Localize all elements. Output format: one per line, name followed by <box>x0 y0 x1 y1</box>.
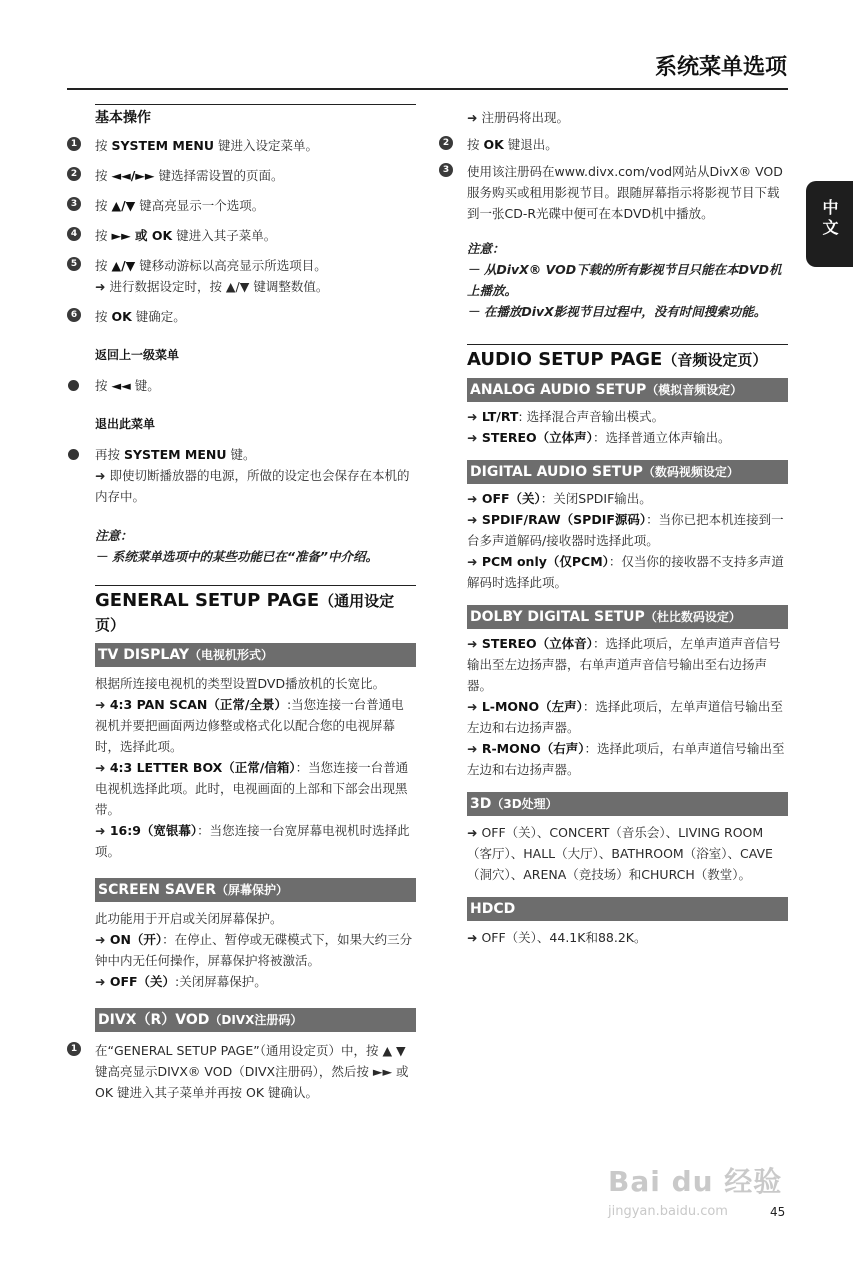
dolby-opt-rmono: ➜ R-MONO（右声）：选择此项后，右单声道信号输出至左边和右边扬声器。 <box>467 741 785 777</box>
analog-audio-bar: ANALOG AUDIO SETUP（模拟音频设定） <box>467 378 788 402</box>
note-line-2: － 在播放DivX影视节目过程中，没有时间搜索功能。 <box>467 304 767 319</box>
step-2: 2 按 ◄◄/►► 键选择需设置的页面。 <box>95 165 416 186</box>
digital-opt-off: ➜ OFF（关）：关闭SPDIF输出。 <box>467 491 652 506</box>
digital-opt-spdif: ➜ SPDIF/RAW（SPDIF源码）：当你已把本机连接到一台多声道解码/接收器时选择此项。 <box>467 512 784 548</box>
step-number: 2 <box>439 136 453 150</box>
bullet-dot <box>68 380 79 391</box>
divx-bar: DIVX（R）VOD（DIVX注册码） <box>95 1008 416 1032</box>
step-number: 4 <box>67 227 81 241</box>
header-rule <box>67 88 788 90</box>
basic-ops-heading: 基本操作 <box>95 110 151 126</box>
tv-opt-pan-scan: ➜ 4:3 PAN SCAN（正常/全景）:当您连接一台普通电视机并要把画面两边修整或格式化以配合您的电视屏幕时，选择此项。 <box>95 697 404 754</box>
step-5-sub: ➜ 进行数据设定时，按 ▲/▼ 键调整数值。 <box>95 279 329 294</box>
step-5: 5 按 ▲/▼ 键移动游标以高亮显示所选项目。 ➜ 进行数据设定时，按 ▲/▼ 键调整数值。 <box>95 255 416 297</box>
hdcd-bar: HDCD <box>467 897 788 921</box>
divx-step-1: 1 在“GENERAL SETUP PAGE”（通用设定页）中，按 ▲ ▼ 键高亮显示DIVX® VOD（DIVX注册码），然后按 ►► 或 OK 键进入其子菜单并再按 OK 键确认。 <box>95 1040 416 1103</box>
note-line-1: － 从DivX® VOD下载的所有影视节目只能在本DVD机上播放。 <box>467 262 782 298</box>
section-rule <box>95 104 416 105</box>
ss-opt-on: ➜ ON（开）：在停止、暂停或无碟模式下，如果大约三分钟中内无任何操作，屏幕保护将被激活。 <box>95 932 413 968</box>
step-number: 1 <box>67 137 81 151</box>
return-step: 按 ◄◄ 键。 <box>95 375 416 396</box>
exit-step: 再按 SYSTEM MENU 键。 ➜ 即使切断播放器的电源，所做的设定也会保存在本机的内存中。 <box>95 444 416 507</box>
divx-sub: ➜ 注册码将出现。 <box>467 110 569 125</box>
hdcd-options: ➜ OFF（关）、44.1K和88.2K。 <box>467 930 647 945</box>
step-4: 4 按 ►► 或 OK 键进入其子菜单。 <box>95 225 416 246</box>
audio-setup-heading: AUDIO SETUP PAGE（音频设定页） <box>467 349 768 370</box>
digital-opt-pcm: ➜ PCM only（仅PCM）：仅当你的接收器不支持多声道解码时选择此项。 <box>467 554 784 590</box>
tv-opt-16-9: ➜ 16:9（宽银幕）：当您连接一台宽屏幕电视机时选择此项。 <box>95 823 410 859</box>
screen-saver-intro: 此功能用于开启或关闭屏幕保护。 <box>95 911 283 926</box>
divx-step-3: 3 使用该注册码在www.divx.com/vod网站从DivX® VOD服务购买或租用影视节目。跟随屏幕指示将影视节目下载到一张CD-R光碟中便可在本DVD机中播放。 <box>467 161 788 224</box>
bullet-dot <box>68 449 79 460</box>
page-title: 系统菜单选项 <box>654 55 787 80</box>
dolby-digital-bar: DOLBY DIGITAL SETUP（杜比数码设定） <box>467 605 788 629</box>
exit-sub: ➜ 即使切断播放器的电源，所做的设定也会保存在本机的内存中。 <box>95 468 410 504</box>
language-tab-label: 中文 <box>820 199 839 239</box>
screen-saver-bar: SCREEN SAVER（屏幕保护） <box>95 878 416 902</box>
watermark-logo: Bai du 经验 <box>608 1165 783 1198</box>
step-number: 3 <box>439 163 453 177</box>
analog-opt-ltrt: ➜ LT/RT: 选择混合声音输出模式。 <box>467 409 665 424</box>
tv-opt-letter-box: ➜ 4:3 LETTER BOX（正常/信箱）：当您连接一台普通电视机选择此项。此时，电视画面的上部和下部会出现黑带。 <box>95 760 409 817</box>
tv-display-bar: TV DISPLAY（电视机形式） <box>95 643 416 667</box>
analog-opt-stereo: ➜ STEREO（立体声）：选择普通立体声输出。 <box>467 430 731 445</box>
step-6: 6 按 OK 键确定。 <box>95 306 416 327</box>
exit-heading: 退出此菜单 <box>95 417 156 431</box>
general-setup-heading: GENERAL SETUP PAGE（通用设定页） <box>95 590 395 634</box>
step-3: 3 按 ▲/▼ 键高亮显示一个选项。 <box>95 195 416 216</box>
dolby-opt-stereo: ➜ STEREO（立体音）：选择此项后，左单声道声音信号输出至左边扬声器，右单声道声音信号输出至右边扬声器。 <box>467 636 781 693</box>
step-number: 3 <box>67 197 81 211</box>
digital-audio-bar: DIGITAL AUDIO SETUP（数码视频设定） <box>467 460 788 484</box>
note-label: 注意： <box>467 241 505 256</box>
note-label: 注意： <box>95 528 133 543</box>
return-heading: 返回上一级菜单 <box>95 348 180 362</box>
language-tab <box>806 181 853 267</box>
threed-bar: 3D（3D处理） <box>467 792 788 816</box>
divx-step-2: 2 按 OK 键退出。 <box>467 134 788 155</box>
dolby-opt-lmono: ➜ L-MONO（左声）：选择此项后，左单声道信号输出至左边和右边扬声器。 <box>467 699 783 735</box>
tv-display-intro: 根据所连接电视机的类型设置DVD播放机的长宽比。 <box>95 676 386 691</box>
step-number: 2 <box>67 167 81 181</box>
step-number: 5 <box>67 257 81 271</box>
threed-options: ➜ OFF（关）、CONCERT（音乐会）、LIVING ROOM（客厅）、HALL（大厅）、BATHROOM（浴室）、CAVE（洞穴）、ARENA（竞技场）和CHURCH（教堂）。 <box>467 825 773 882</box>
watermark-url: jingyan.baidu.com <box>608 1204 728 1219</box>
ss-opt-off: ➜ OFF（关）:关闭屏幕保护。 <box>95 974 267 989</box>
step-number: 1 <box>67 1042 81 1056</box>
note-text: － 系统菜单选项中的某些功能已在“准备”中介绍。 <box>95 549 378 564</box>
left-column <box>67 104 416 1103</box>
page-number: 45 <box>770 1205 786 1219</box>
right-column <box>439 107 788 948</box>
step-number: 6 <box>67 308 81 322</box>
step-1: 1 按 SYSTEM MENU 键进入设定菜单。 <box>95 135 416 156</box>
